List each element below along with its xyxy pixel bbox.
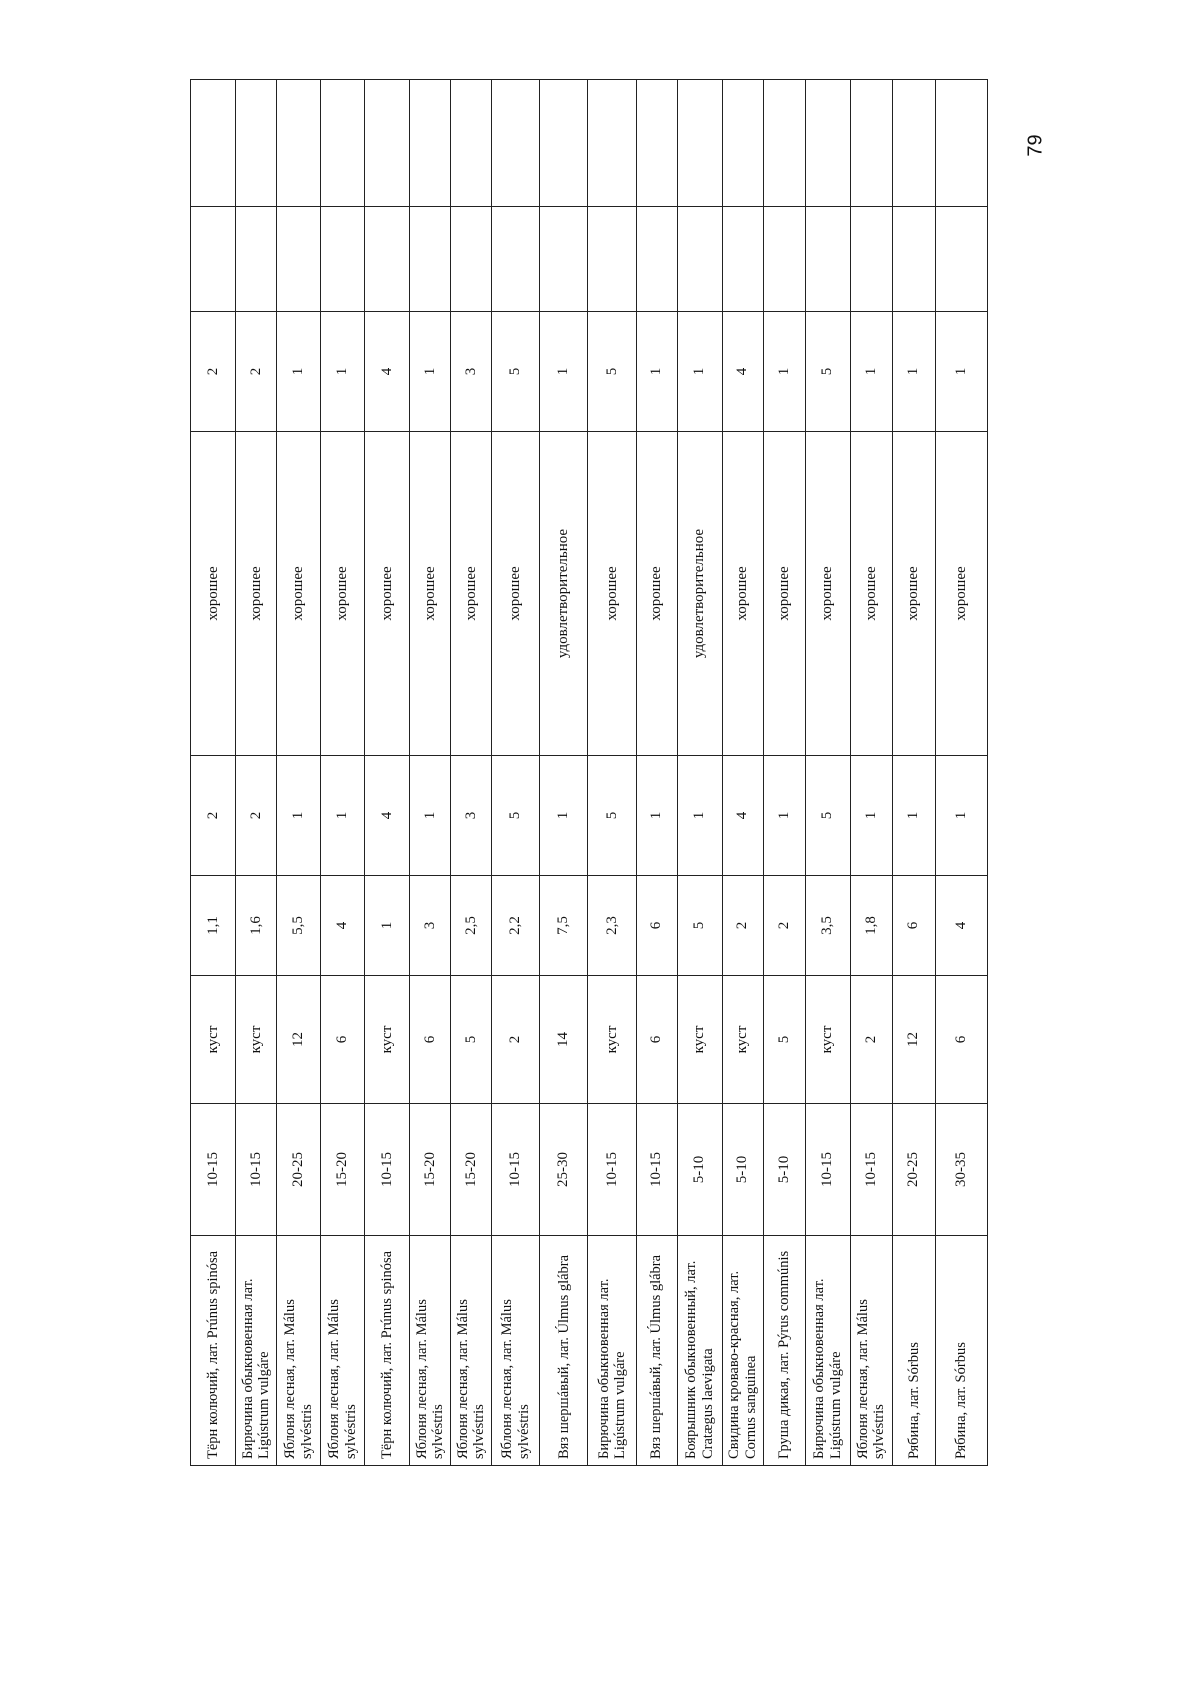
cell-total: 1 (636, 312, 677, 432)
cell-name: Яблоня лесная, лат. Málus sylvéstris (850, 1236, 892, 1466)
cell-total: 1 (321, 312, 365, 432)
cell-count: 1 (277, 756, 321, 876)
cell-diameter: 12 (892, 976, 935, 1104)
cell-empty (636, 207, 677, 312)
cell-diameter: 6 (410, 976, 451, 1104)
cell-condition: хорошее (935, 432, 987, 756)
cell-total: 1 (277, 312, 321, 432)
cell-empty (191, 207, 236, 312)
cell-empty (588, 80, 636, 207)
table-row (850, 80, 892, 1466)
table-row (636, 80, 677, 1466)
cell-age: 25-30 (540, 1104, 588, 1236)
cell-empty (410, 207, 451, 312)
cell-condition: хорошее (492, 432, 540, 756)
cell-diameter: 6 (321, 976, 365, 1104)
cell-name: Рябина, лат. Sórbus (892, 1236, 935, 1466)
cell-age: 10-15 (588, 1104, 636, 1236)
cell-condition: хорошее (236, 432, 277, 756)
cell-condition: хорошее (410, 432, 451, 756)
table-row (588, 80, 636, 1466)
cell-age: 10-15 (191, 1104, 236, 1236)
cell-empty (365, 207, 410, 312)
cell-empty (236, 207, 277, 312)
cell-count: 1 (540, 756, 588, 876)
table-row (540, 80, 588, 1466)
cell-count: 1 (935, 756, 987, 876)
cell-diameter: 14 (540, 976, 588, 1104)
cell-height: 3,5 (805, 876, 850, 976)
cell-height: 2 (763, 876, 805, 976)
table-row (805, 80, 850, 1466)
cell-total: 1 (935, 312, 987, 432)
cell-count: 1 (410, 756, 451, 876)
cell-height: 1 (365, 876, 410, 976)
table-row (236, 80, 277, 1466)
cell-name: Свидина кроваво-красная, лат. Cornus sanguinea (722, 1236, 763, 1466)
cell-empty (492, 207, 540, 312)
cell-empty (540, 80, 588, 207)
cell-condition: хорошее (850, 432, 892, 756)
cell-age: 20-25 (277, 1104, 321, 1236)
cell-count: 1 (636, 756, 677, 876)
cell-empty (763, 80, 805, 207)
cell-condition: хорошее (805, 432, 850, 756)
table-row (365, 80, 410, 1466)
cell-name: Яблоня лесная, лат. Málus sylvéstris (321, 1236, 365, 1466)
table-row (277, 80, 321, 1466)
cell-diameter: куст (236, 976, 277, 1104)
cell-age: 15-20 (410, 1104, 451, 1236)
cell-condition: хорошее (892, 432, 935, 756)
table-row (722, 80, 763, 1466)
cell-empty (722, 207, 763, 312)
cell-condition: хорошее (277, 432, 321, 756)
cell-total: 2 (191, 312, 236, 432)
cell-condition: хорошее (636, 432, 677, 756)
cell-count: 4 (365, 756, 410, 876)
cell-age: 10-15 (365, 1104, 410, 1236)
cell-name: Вяз шершáвый, лат. Úlmus glábra (636, 1236, 677, 1466)
cell-diameter: куст (722, 976, 763, 1104)
cell-name: Яблоня лесная, лат. Málus sylvéstris (410, 1236, 451, 1466)
cell-diameter: 2 (492, 976, 540, 1104)
cell-count: 1 (763, 756, 805, 876)
cell-height: 1,1 (191, 876, 236, 976)
cell-count: 1 (677, 756, 722, 876)
cell-height: 4 (935, 876, 987, 976)
cell-height: 2 (722, 876, 763, 976)
cell-diameter: куст (805, 976, 850, 1104)
cell-total: 1 (410, 312, 451, 432)
cell-count: 1 (850, 756, 892, 876)
cell-age: 10-15 (636, 1104, 677, 1236)
cell-count: 5 (588, 756, 636, 876)
cell-count: 2 (236, 756, 277, 876)
cell-condition: хорошее (763, 432, 805, 756)
cell-diameter: 12 (277, 976, 321, 1104)
cell-empty (935, 207, 987, 312)
table-row (492, 80, 540, 1466)
cell-diameter: 2 (850, 976, 892, 1104)
cell-name: Рябина, лат. Sórbus (935, 1236, 987, 1466)
table-row (410, 80, 451, 1466)
cell-count: 1 (321, 756, 365, 876)
plant-inventory-table-rotated (190, 80, 988, 1466)
cell-height: 5,5 (277, 876, 321, 976)
cell-height: 2,2 (492, 876, 540, 976)
cell-name: Яблоня лесная, лат. Málus sylvéstris (492, 1236, 540, 1466)
cell-diameter: 6 (935, 976, 987, 1104)
cell-empty (277, 207, 321, 312)
cell-count: 5 (492, 756, 540, 876)
cell-height: 5 (677, 876, 722, 976)
cell-condition: хорошее (365, 432, 410, 756)
cell-total: 1 (892, 312, 935, 432)
cell-empty (763, 207, 805, 312)
cell-condition: хорошее (191, 432, 236, 756)
cell-condition: хорошее (321, 432, 365, 756)
table-row (191, 80, 236, 1466)
cell-empty (277, 80, 321, 207)
table-row (763, 80, 805, 1466)
cell-total: 4 (722, 312, 763, 432)
cell-empty (540, 207, 588, 312)
cell-age: 10-15 (850, 1104, 892, 1236)
cell-diameter: 5 (763, 976, 805, 1104)
cell-diameter: куст (588, 976, 636, 1104)
cell-total: 4 (365, 312, 410, 432)
cell-diameter: куст (191, 976, 236, 1104)
cell-condition: хорошее (722, 432, 763, 756)
cell-height: 6 (892, 876, 935, 976)
cell-empty (236, 80, 277, 207)
cell-total: 5 (492, 312, 540, 432)
cell-total: 1 (540, 312, 588, 432)
page-number: 79 (1024, 134, 1047, 157)
cell-name: Тёрн колючий, лат. Prúnus spinósa (191, 1236, 236, 1466)
cell-empty (850, 80, 892, 207)
cell-name: Вяз шершáвый, лат. Úlmus glábra (540, 1236, 588, 1466)
cell-empty (892, 80, 935, 207)
cell-age: 20-25 (892, 1104, 935, 1236)
cell-count: 3 (451, 756, 492, 876)
cell-total: 1 (763, 312, 805, 432)
cell-height: 2,3 (588, 876, 636, 976)
cell-condition: хорошее (588, 432, 636, 756)
cell-age: 10-15 (805, 1104, 850, 1236)
table-row (935, 80, 987, 1466)
cell-total: 1 (850, 312, 892, 432)
cell-name: Яблоня лесная, лат. Málus sylvéstris (451, 1236, 492, 1466)
cell-total: 3 (451, 312, 492, 432)
cell-name: Боярышник обыкновенный, лат. Cratægus laevigata (677, 1236, 722, 1466)
cell-empty (805, 80, 850, 207)
cell-condition: хорошее (451, 432, 492, 756)
cell-total: 2 (236, 312, 277, 432)
cell-name: Тёрн колючий, лат. Prúnus spinósa (365, 1236, 410, 1466)
cell-empty (410, 80, 451, 207)
cell-age: 10-15 (492, 1104, 540, 1236)
cell-name: Яблоня лесная, лат. Málus sylvéstris (277, 1236, 321, 1466)
cell-empty (365, 80, 410, 207)
cell-empty (636, 80, 677, 207)
cell-height: 1,8 (850, 876, 892, 976)
cell-count: 2 (191, 756, 236, 876)
cell-empty (191, 80, 236, 207)
cell-height: 2,5 (451, 876, 492, 976)
cell-empty (321, 80, 365, 207)
cell-empty (451, 207, 492, 312)
plant-inventory-table (190, 79, 988, 1466)
table-row (451, 80, 492, 1466)
cell-count: 4 (722, 756, 763, 876)
cell-empty (492, 80, 540, 207)
cell-height: 7,5 (540, 876, 588, 976)
table-row (892, 80, 935, 1466)
cell-condition: удовлетворительное (540, 432, 588, 756)
cell-age: 15-20 (451, 1104, 492, 1236)
cell-empty (892, 207, 935, 312)
cell-empty (677, 207, 722, 312)
cell-diameter: куст (365, 976, 410, 1104)
cell-condition: удовлетворительное (677, 432, 722, 756)
cell-name: Бирючина обыкновенная лат. Ligústrum vulgáre (805, 1236, 850, 1466)
cell-total: 1 (677, 312, 722, 432)
cell-empty (850, 207, 892, 312)
cell-diameter: куст (677, 976, 722, 1104)
cell-total: 5 (588, 312, 636, 432)
cell-name: Бирючина обыкновенная лат. Ligústrum vulgáre (588, 1236, 636, 1466)
cell-age: 10-15 (236, 1104, 277, 1236)
cell-diameter: 5 (451, 976, 492, 1104)
cell-empty (935, 80, 987, 207)
cell-empty (321, 207, 365, 312)
cell-empty (805, 207, 850, 312)
cell-name: Груша дикая, лат. Pýrus commúnis (763, 1236, 805, 1466)
cell-count: 5 (805, 756, 850, 876)
cell-age: 30-35 (935, 1104, 987, 1236)
cell-empty (451, 80, 492, 207)
cell-height: 4 (321, 876, 365, 976)
cell-age: 5-10 (722, 1104, 763, 1236)
cell-count: 1 (892, 756, 935, 876)
cell-diameter: 6 (636, 976, 677, 1104)
cell-age: 15-20 (321, 1104, 365, 1236)
cell-empty (722, 80, 763, 207)
cell-height: 6 (636, 876, 677, 976)
table-row (321, 80, 365, 1466)
cell-age: 5-10 (677, 1104, 722, 1236)
cell-total: 5 (805, 312, 850, 432)
cell-name: Бирючина обыкновенная лат. Ligústrum vulgáre (236, 1236, 277, 1466)
cell-height: 3 (410, 876, 451, 976)
cell-height: 1,6 (236, 876, 277, 976)
cell-age: 5-10 (763, 1104, 805, 1236)
table-body (191, 80, 988, 1466)
cell-empty (588, 207, 636, 312)
cell-empty (677, 80, 722, 207)
table-row (677, 80, 722, 1466)
